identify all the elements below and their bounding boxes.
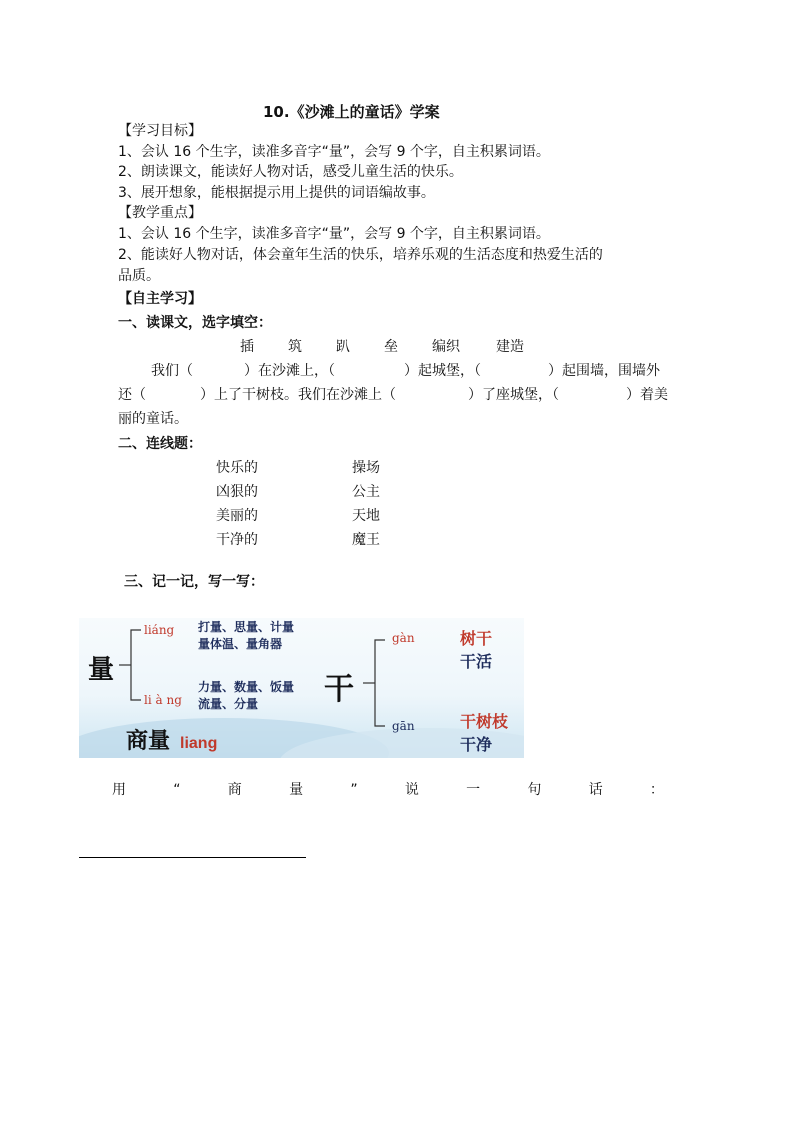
match-right: 天地 xyxy=(352,508,380,524)
prompt-char: ： xyxy=(649,782,664,798)
liang-words-2: 流量、分量 xyxy=(198,697,259,711)
option-word: 插 xyxy=(240,339,254,355)
prompt-char: 商 xyxy=(227,782,242,798)
prompt-char: 句 xyxy=(527,782,542,798)
option-word: 编织 xyxy=(432,339,460,355)
gan-word: 树干 xyxy=(460,629,493,648)
gan-word: 干净 xyxy=(460,735,493,754)
fill-blank-text: 还（ xyxy=(118,387,146,403)
match-left: 干净的 xyxy=(216,532,258,548)
pinyin-liang-2: liáng xyxy=(144,623,175,637)
match-right: 公主 xyxy=(352,484,380,500)
answer-line[interactable] xyxy=(79,857,306,858)
goals-heading: 【学习目标】 xyxy=(118,123,202,139)
focus-item: 品质。 xyxy=(118,268,160,284)
sentence-prompt xyxy=(112,780,664,800)
self-study-heading: 【自主学习】 xyxy=(118,291,202,307)
match-right: 操场 xyxy=(352,460,380,476)
match-right: 魔王 xyxy=(352,532,380,548)
polyphone-banner xyxy=(79,618,524,758)
pinyin-gan-4: gàn xyxy=(392,631,415,645)
focus-item: 2、能读好人物对话，体会童年生活的快乐，培养乐观的生活态度和热爱生活的 xyxy=(118,247,603,263)
fill-blank-text: ）在沙滩上，（ xyxy=(244,363,335,379)
liang-char: 量 xyxy=(88,655,115,685)
fill-blank-text: ）了座城堡，（ xyxy=(468,387,559,403)
option-word: 垒 xyxy=(384,339,398,355)
gan-word: 干树枝 xyxy=(460,712,509,731)
goal-item: 3、展开想象，能根据提示用上提供的词语编故事。 xyxy=(118,185,435,201)
match-left: 美丽的 xyxy=(216,508,258,524)
fill-blank-text: ）起围墙，围墙外 xyxy=(548,363,660,379)
goal-item: 2、朗读课文，能读好人物对话，感受儿童生活的快乐。 xyxy=(118,164,463,180)
pinyin-gan-1: gān xyxy=(392,719,415,733)
page-title: 10.《沙滩上的童话》学案 xyxy=(263,103,440,121)
gan-word: 干活 xyxy=(460,652,493,671)
prompt-char: 话 xyxy=(588,782,603,798)
fill-blank-text: ）起城堡，（ xyxy=(404,363,481,379)
prompt-char: 用 xyxy=(112,782,126,798)
shangliang-word: 商量 xyxy=(126,728,171,754)
prompt-char: ” xyxy=(350,782,358,798)
prompt-char: 一 xyxy=(466,782,481,798)
match-left: 快乐的 xyxy=(216,460,258,476)
fill-blank-text: ）上了干树枝。我们在沙滩上（ xyxy=(200,387,396,403)
prompt-char: 说 xyxy=(404,782,419,798)
goal-item: 1、会认 16 个生字，读准多音字“量”，会写 9 个字，自主积累词语。 xyxy=(118,144,550,160)
question-3-heading: 三、记一记，写一写： xyxy=(124,574,264,590)
option-word: 趴 xyxy=(336,339,350,355)
prompt-char: 量 xyxy=(289,782,304,798)
fill-blank-text: 我们（ xyxy=(151,363,193,379)
question-1-heading: 一、读课文，选字填空： xyxy=(118,315,272,331)
liang-words-1: 打量、思量、计量 xyxy=(198,620,295,634)
pinyin-liang-4: li à ng xyxy=(144,693,182,707)
focus-item: 1、会认 16 个生字，读准多音字“量”，会写 9 个字，自主积累词语。 xyxy=(118,226,550,242)
focus-heading: 【教学重点】 xyxy=(118,205,202,221)
option-word: 筑 xyxy=(288,339,302,355)
option-word: 建造 xyxy=(496,339,524,355)
prompt-char: “ xyxy=(173,782,181,798)
liang-words-2: 力量、数量、饭量 xyxy=(198,680,295,694)
question-2-heading: 二、连线题： xyxy=(118,436,202,452)
fill-blank-text: 丽的童话。 xyxy=(118,411,188,427)
gan-char: 干 xyxy=(324,672,354,707)
shangliang-pinyin: liang xyxy=(180,735,218,752)
match-left: 凶狠的 xyxy=(216,484,258,500)
liang-words-1: 量体温、量角器 xyxy=(198,637,283,651)
fill-blank-text: ）着美 xyxy=(626,387,668,403)
